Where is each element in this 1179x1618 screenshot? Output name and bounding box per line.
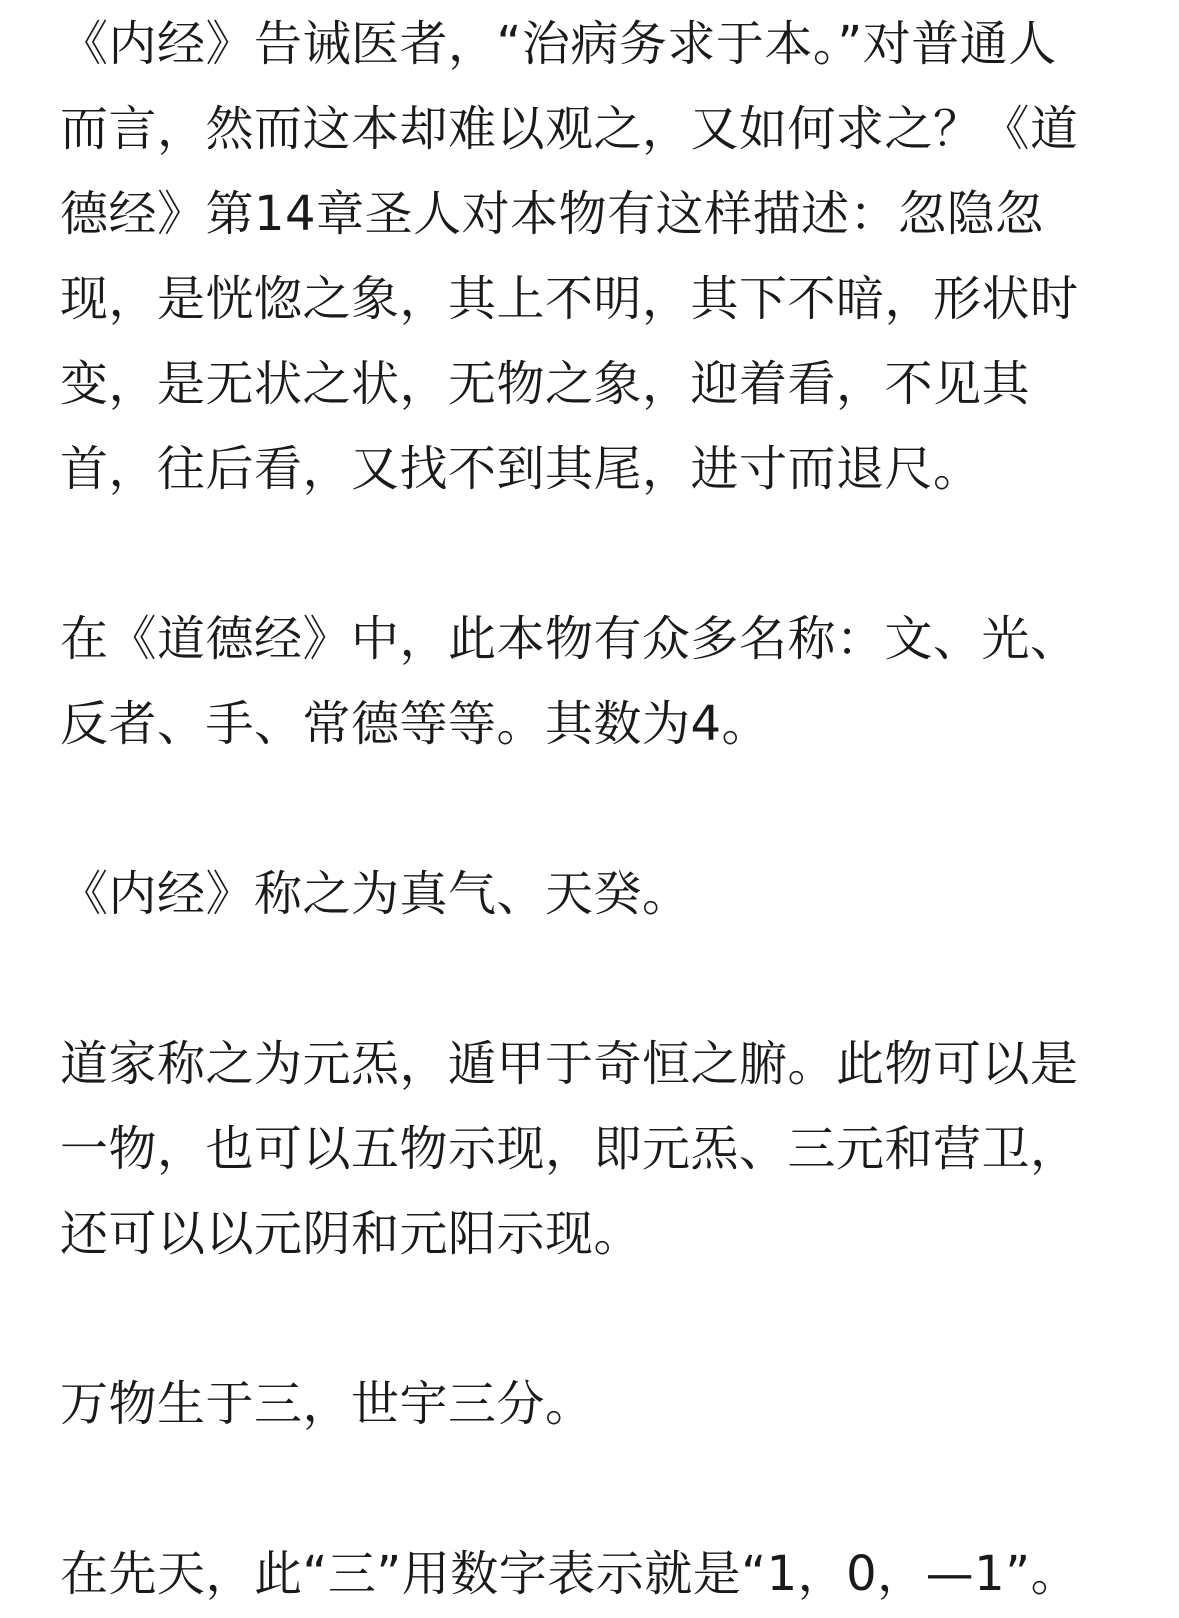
paragraph-3: 《内经》称之为真气、天癸。	[60, 866, 691, 922]
paragraph-4: 道家称之为元炁，遁甲于奇恒之腑。此物可以是一物，也可以五物示现，即元炁、三元和营卫，还可以以元阴和元阳示现。	[60, 1036, 1079, 1262]
paragraph-2: 在《道德经》中，此本物有众多名称：文、光、反者、手、常德等等。其数为4。	[60, 611, 1079, 752]
paragraph-6: 在先天，此“三”用数字表示就是“1，0，—1”。	[60, 1546, 1080, 1602]
paragraph-1: 《内经》告诫医者，“治病务求于本。”对普通人而言，然而这本却难以观之，又如何求之？《道德经》第14章圣人对本物有这样描述：忽隐忽现，是恍惚之象，其上不明，其下不暗，形状时变，是无状之状，无物之象，迎着看，不见其首，往后看，又找不到其尾，进寸而退尺。	[60, 16, 1079, 497]
paragraph-5: 万物生于三，世宇三分。	[60, 1376, 594, 1432]
